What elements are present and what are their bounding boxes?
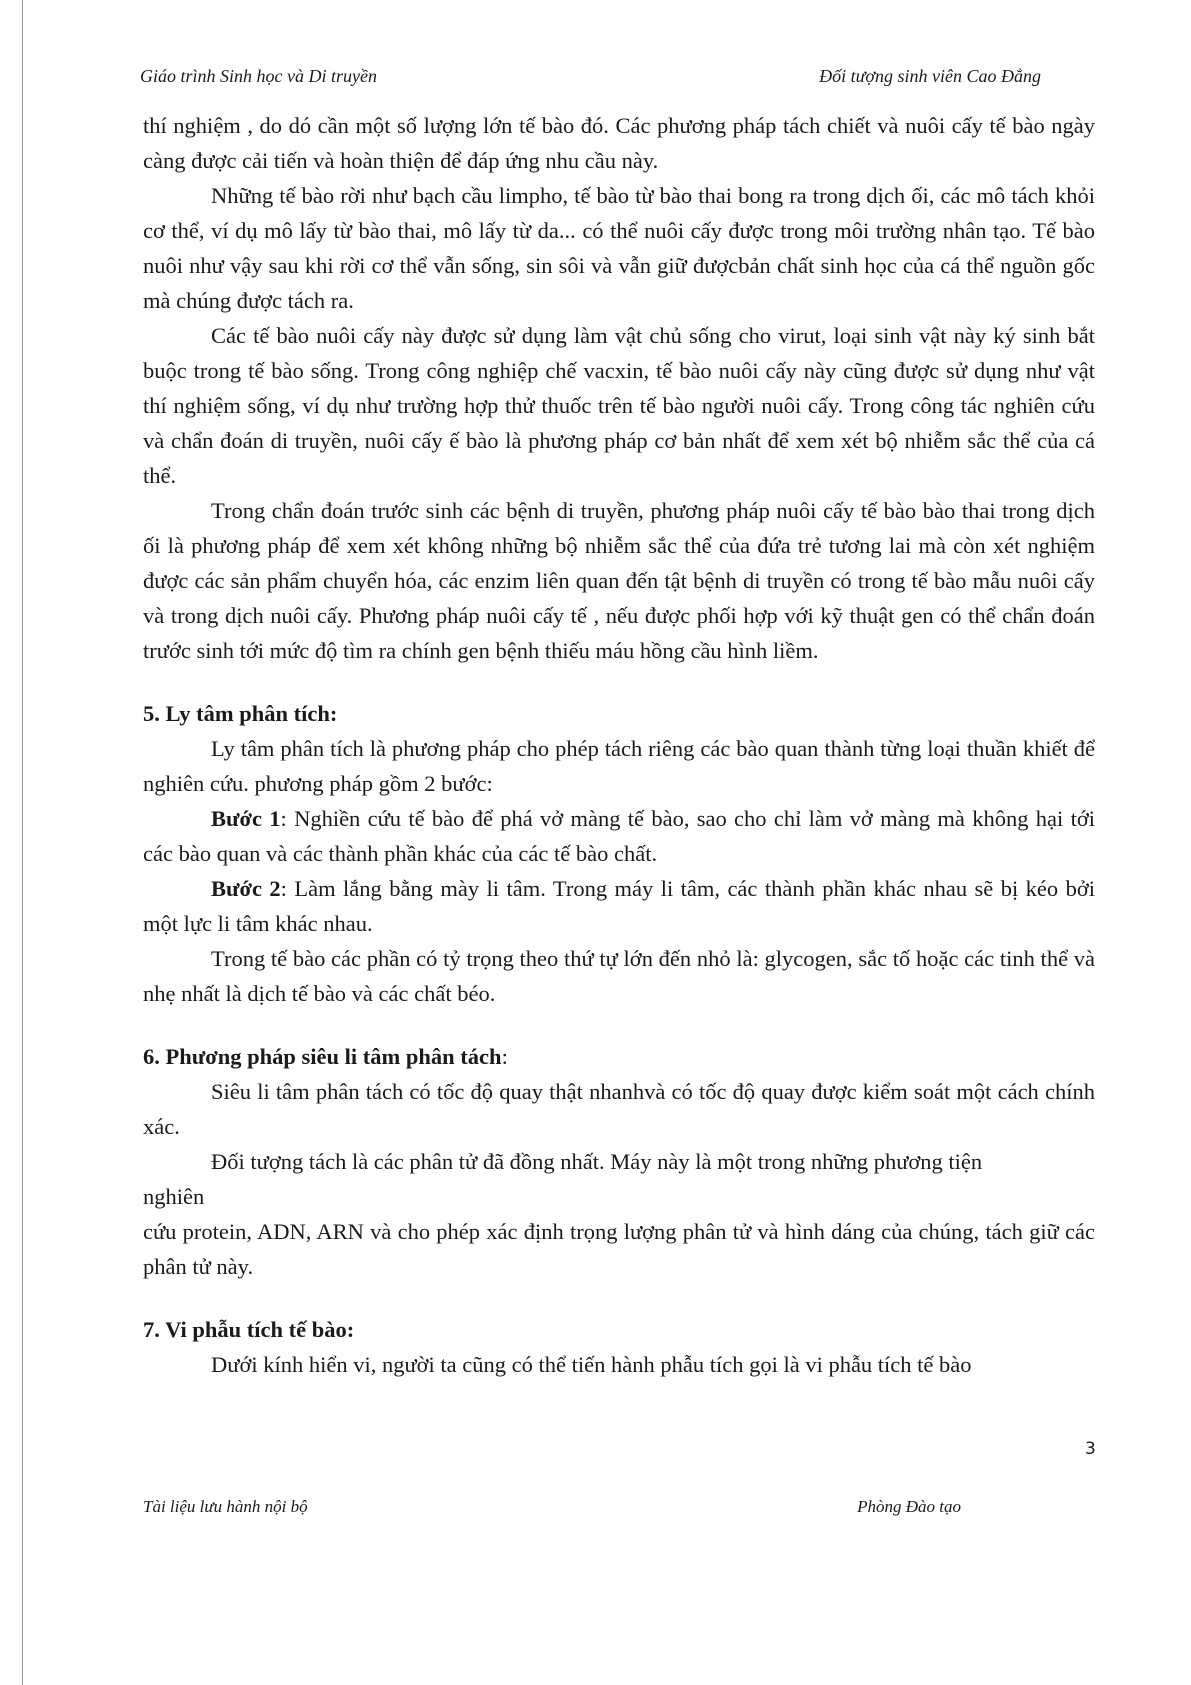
paragraph: thí nghiệm , do dó cần một số lượng lớn tế bào đó. Các phương pháp tách chiết và nuôi cấy tế bào ngày càng được cải tiến và hoàn thiện để đáp ứng nhu cầu này. (143, 113, 1095, 173)
step-2 (143, 871, 1095, 941)
paragraph: nghiên (143, 1184, 205, 1209)
section-heading-7: 7. Vi phẫu tích tế bào: (143, 1317, 355, 1342)
section-heading-6 (143, 1039, 1095, 1074)
paragraph: Dưới kính hiển vi, người ta cũng có thể tiến hành phẫu tích gọi là vi phẫu tích tế bào (211, 1352, 972, 1377)
step-1-label: Bước 1 (211, 806, 281, 831)
paragraph: Trong tế bào các phần có tỷ trọng theo thứ tự lớn đến nhỏ là: glycogen, sắc tố hoặc các tinh thể và nhẹ nhất là dịch tế bào và các chất béo. (143, 946, 1095, 1006)
section-heading-6-colon: : (501, 1044, 508, 1069)
page-body (143, 108, 1095, 1382)
scan-edge-line (22, 0, 23, 1685)
paragraph: Các tế bào nuôi cấy này được sử dụng làm vật chủ sống cho virut, loại sinh vật này ký sinh bắt buộc trong tế bào sống. Trong công nghiệp chế vacxin, tế bào nuôi cấy này cũng được sử dụng như vật thí nghiệm sống, ví dụ như trường hợp thử thuốc trên tế bào người nuôi cấy. Trong công tác nghiên cứu và chẩn đoán di truyền, nuôi cấy ế bào là phương pháp cơ bản nhất để xem xét bộ nhiễm sắc thể của cá thể. (143, 323, 1095, 488)
page-header (140, 66, 1041, 92)
paragraph: cứu protein, ADN, ARN và cho phép xác định trọng lượng phân tử và hình dáng của chúng, tách giữ các phân tử này. (143, 1219, 1095, 1279)
paragraph: Siêu li tâm phân tách có tốc độ quay thật nhanhvà có tốc độ quay được kiểm soát một cách chính xác. (143, 1079, 1095, 1139)
paragraph: Trong chẩn đoán trước sinh các bệnh di truyền, phương pháp nuôi cấy tế bào bào thai trong dịch ối là phương pháp để xem xét không những bộ nhiễm sắc thể của đứa trẻ tương lai mà còn xét nghiệm được các sản phẩm chuyển hóa, các enzim liên quan đến tật bệnh di truyền có trong tế bào mẫu nuôi cấy và trong dịch nuôi cấy. Phương pháp nuôi cấy tế , nếu được phối hợp với kỹ thuật gen có thể chẩn đoán trước sinh tới mức độ tìm ra chính gen bệnh thiếu máu hồng cầu hình liềm. (143, 498, 1095, 663)
step-1 (143, 801, 1095, 871)
paragraph: Những tế bào rời như bạch cầu limpho, tế bào từ bào thai bong ra trong dịch ối, các mô tách khỏi cơ thể, ví dụ mô lấy từ bào thai, mô lấy từ da... có thể nuôi cấy được trong môi trường nhân tạo. Tế bào nuôi như vậy sau khi rời cơ thể vẫn sống, sin sôi và vẫn giữ đượcbản chất sinh học của cá thể nguồn gốc mà chúng được tách ra. (143, 183, 1095, 313)
paragraph: Đối tượng tách là các phân tử đã đồng nhất. Máy này là một trong những phương tiện (211, 1149, 983, 1174)
section-heading-5: 5. Ly tâm phân tích: (143, 701, 338, 726)
header-audience: Đối tượng sinh viên Cao Đẳng (819, 66, 1041, 86)
paragraph: Ly tâm phân tích là phương pháp cho phép tách riêng các bào quan thành từng loại thuần khiết để nghiên cứu. phương pháp gồm 2 bước: (143, 736, 1095, 796)
header-course-title: Giáo trình Sinh học và Di truyền (140, 66, 377, 86)
step-2-label: Bước 2 (211, 876, 281, 901)
step-2-text: : Làm lắng bằng mày li tâm. Trong máy li tâm, các thành phần khác nhau sẽ bị kéo bởi một lực li tâm khác nhau. (143, 876, 1095, 936)
section-heading-6-text: 6. Phương pháp siêu li tâm phân tách (143, 1044, 502, 1069)
footer-department: Phòng Đào tạo (857, 1497, 961, 1516)
step-1-text: : Nghiền cứu tế bào để phá vở màng tế bào, sao cho chỉ làm vở màng mà không hại tới các bào quan và các thành phần khác của các tế bào chất. (143, 806, 1095, 866)
page-number: 3 (1085, 1439, 1096, 1459)
footer-internal-note: Tài liệu lưu hành nội bộ (143, 1497, 308, 1516)
